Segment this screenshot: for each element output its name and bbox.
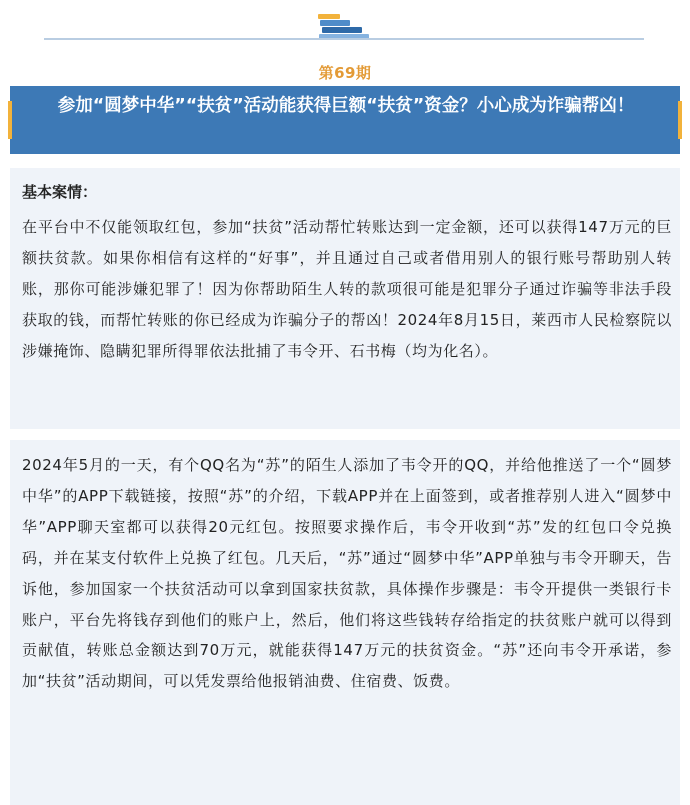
- section-heading: 基本案情：: [22, 183, 98, 201]
- title-banner: [10, 86, 680, 154]
- banner-accent-left: [8, 101, 12, 139]
- books-icon: [316, 12, 372, 40]
- story-paragraph: 2024年5月的一天，有个QQ名为“苏”的陌生人添加了韦令开的QQ，并给他推送了一个“圆梦中华”的APP下载链接，按照“苏”的介绍，下载APP并在上面签到，或者推荐别人进入“圆梦中华”APP聊天室都可以获得20元红包。按照要求操作后，韦令开收到“苏”发的红包口令兑换码，并在某支付软件上兑换了红包。几天后，“苏”通过“圆梦中华”APP单独与韦令开聊天，告诉他，参加国家一个扶贫活动可以拿到国家扶贫款，具体操作步骤是：韦令开提供一类银行卡账户，平台先将钱存到他们的账户上，然后，他们将这些钱转存给指定的扶贫账户就可以得到贡献值，转账总金额达到70万元，就能获得147万元的扶贫资金。“苏”还向韦令开承诺，参加“扶贫”活动期间，可以凭发票给他报销油费、住宿费、饭费。: [22, 456, 672, 691]
- article-title: 参加“圆梦中华”“扶贫”活动能获得巨额“扶贫”资金？小心成为诈骗帮凶！: [57, 96, 635, 116]
- issue-label: 第69期: [318, 64, 372, 82]
- header-divider: [44, 38, 644, 40]
- case-paragraph: 在平台中不仅能领取红包，参加“扶贫”活动帮忙转账达到一定金额，还可以获得147万元的巨额扶贫款。如果你相信有这样的“好事”，并且通过自己或者借用别人的银行账号帮助别人转账，那你可能涉嫌犯罪了！因为你帮助陌生人转的款项很可能是犯罪分子通过诈骗等非法手段获取的钱，而帮忙转账的你已经成为诈骗分子的帮凶！2024年8月15日，莱西市人民检察院以涉嫌掩饰、隐瞒犯罪所得罪依法批捕了韦令开、石书梅（均为化名）。: [22, 218, 672, 360]
- banner-accent-right: [678, 101, 682, 139]
